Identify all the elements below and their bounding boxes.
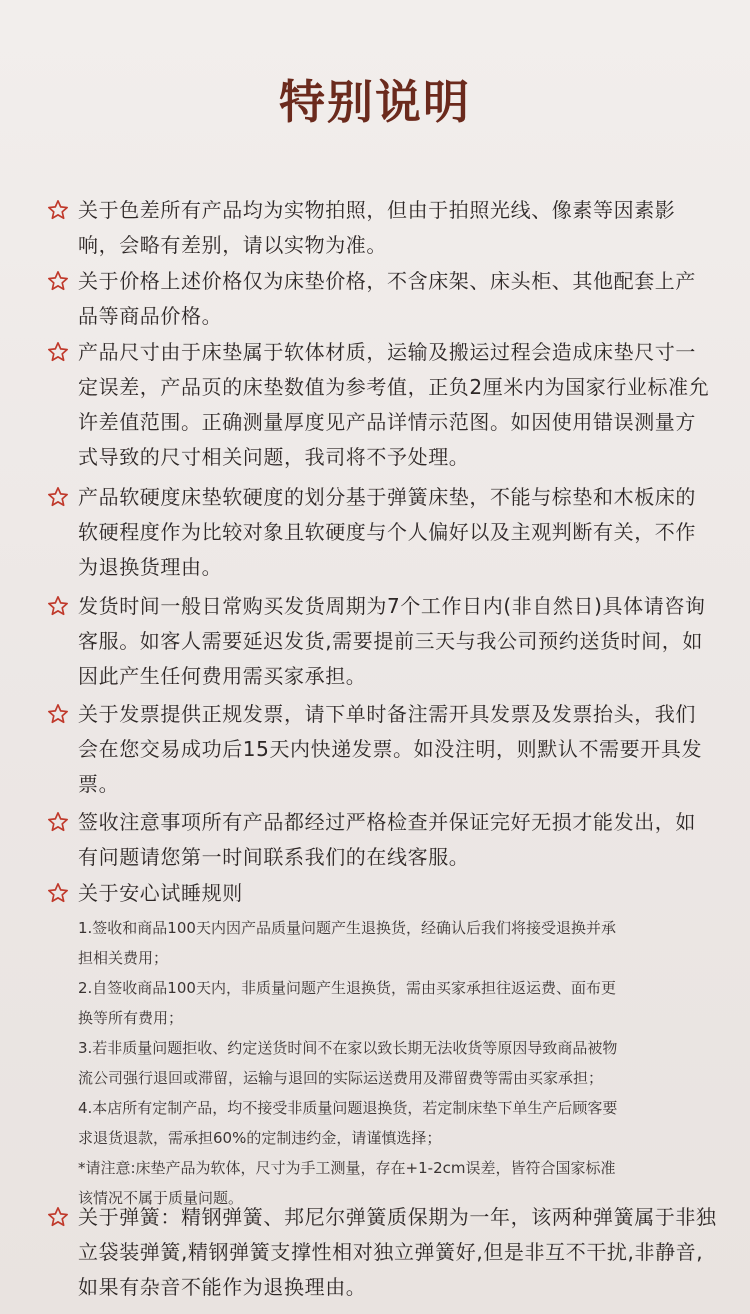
star-outline-icon bbox=[47, 882, 69, 904]
notice-line: 有问题请您第一时间联系我们的在线客服。 bbox=[78, 845, 470, 869]
rule-line: 换等所有费用； bbox=[78, 1009, 184, 1027]
notice-text bbox=[78, 264, 718, 334]
notice-line: 关于发票提供正规发票，请下单时备注需开具发票及发票抬头，我们 bbox=[78, 702, 696, 726]
star-outline-icon bbox=[47, 1206, 69, 1228]
notice-text bbox=[78, 805, 718, 875]
notice-line: 响，会略有差别，请以实物为准。 bbox=[78, 233, 387, 257]
page-title: 特别说明 bbox=[279, 75, 471, 129]
notice-text bbox=[78, 876, 718, 911]
star-outline-icon bbox=[47, 486, 69, 508]
star-outline-icon bbox=[47, 595, 69, 617]
notice-text bbox=[78, 589, 718, 694]
notice-text bbox=[78, 335, 718, 475]
notice-line: 签收注意事项所有产品都经过严格检查并保证完好无损才能发出，如 bbox=[78, 810, 696, 834]
notice-line: 产品尺寸由于床垫属于软体材质，运输及搬运过程会造成床垫尺寸一 bbox=[78, 340, 696, 364]
notice-line: 式导致的尺寸相关问题，我司将不予处理。 bbox=[78, 445, 470, 469]
notice-line: 客服。如客人需要延迟发货,需要提前三天与我公司预约送货时间，如 bbox=[78, 629, 703, 653]
notice-line: 关于价格上述价格仅为床垫价格，不含床架、床头柜、其他配套上产 bbox=[78, 269, 696, 293]
notice-line: 会在您交易成功后15天内快递发票。如没注明，则默认不需要开具发 bbox=[78, 737, 703, 761]
trial-sleep-rules bbox=[78, 913, 718, 1213]
notice-line: 软硬程度作为比较对象且软硬度与个人偏好以及主观判断有关，不作 bbox=[78, 520, 696, 544]
notice-line: 票。 bbox=[78, 772, 120, 796]
notice-line: 关于弹簧：精钢弹簧、邦尼尔弹簧质保期为一年，该两种弹簧属于非独 bbox=[78, 1205, 717, 1229]
notice-line: 关于色差所有产品均为实物拍照，但由于拍照光线、像素等因素影 bbox=[78, 198, 676, 222]
star-outline-icon bbox=[47, 341, 69, 363]
rule-line: 4.本店所有定制产品，均不接受非质量问题退换货，若定制床垫下单生产后顾客要 bbox=[78, 1099, 618, 1117]
star-outline-icon bbox=[47, 703, 69, 725]
notice-text bbox=[78, 193, 718, 263]
rule-line: 该情况不属于质量问题。 bbox=[78, 1189, 244, 1207]
notice-text bbox=[78, 480, 718, 585]
rule-line: 2.自签收商品100天内，非质量问题产生退换货，需由买家承担往返运费、面布更 bbox=[78, 979, 616, 997]
notice-line: 定误差，产品页的床垫数值为参考值，正负2厘米内为国家行业标准允 bbox=[78, 375, 710, 399]
rule-line: *请注意:床垫产品为软体，尺寸为手工测量，存在+1-2cm误差，皆符合国家标准 bbox=[78, 1159, 616, 1177]
notice-line: 品等商品价格。 bbox=[78, 304, 223, 328]
notice-text bbox=[78, 697, 718, 802]
notice-line: 如果有杂音不能作为退换理由。 bbox=[78, 1275, 367, 1299]
notice-line: 立袋装弹簧,精钢弹簧支撑性相对独立弹簧好,但是非互不干扰,非静音, bbox=[78, 1240, 704, 1264]
rule-line: 3.若非质量问题拒收、约定送货时间不在家以致长期无法收货等原因导致商品被物 bbox=[78, 1039, 618, 1057]
notice-line: 许差值范围。正确测量厚度见产品详情示范图。如因使用错误测量方 bbox=[78, 410, 696, 434]
notice-text bbox=[78, 1200, 718, 1305]
notice-line: 发货时间一般日常购买发货周期为7个工作日内(非自然日)具体请咨询 bbox=[78, 594, 706, 618]
rule-line: 担相关费用； bbox=[78, 949, 169, 967]
notice-line: 产品软硬度床垫软硬度的划分基于弹簧床垫，不能与棕垫和木板床的 bbox=[78, 485, 696, 509]
star-outline-icon bbox=[47, 199, 69, 221]
rule-line: 1.签收和商品100天内因产品质量问题产生退换货，经确认后我们将接受退换并承 bbox=[78, 919, 616, 937]
notice-line: 因此产生任何费用需买家承担。 bbox=[78, 664, 367, 688]
notice-line: 关于安心试睡规则 bbox=[78, 881, 243, 905]
notice-line: 为退换货理由。 bbox=[78, 555, 223, 579]
rule-line: 求退货退款，需承担60%的定制违约金，请谨慎选择； bbox=[78, 1129, 442, 1147]
star-outline-icon bbox=[47, 270, 69, 292]
star-outline-icon bbox=[47, 811, 69, 833]
rule-line: 流公司强行退回或滞留，运输与退回的实际运送费用及滞留费等需由买家承担； bbox=[78, 1069, 604, 1087]
